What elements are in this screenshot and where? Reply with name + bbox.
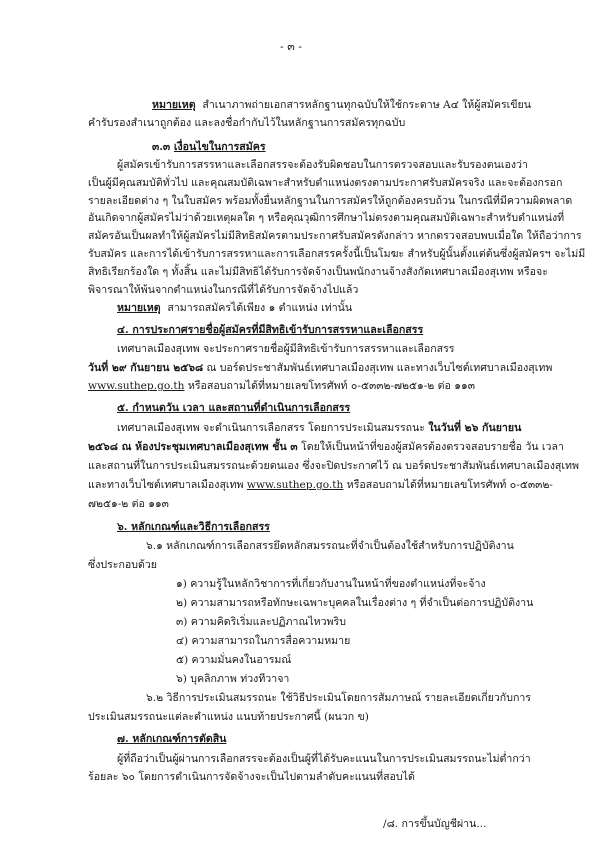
section-5-line-4 xyxy=(88,479,553,492)
section-3-3-note-label: หมายเหตุ xyxy=(117,302,161,314)
section-3-3-note-text: สามารถสมัครได้เพียง ๑ ตำแหน่ง เท่านั้น xyxy=(167,302,353,314)
section-4-line-3-rest: หรือสอบถามได้ที่หมายเลขโทรศัพท์ ๐-๕๓๓๒-๗๒๕๑-๒ ต่อ ๑๑๓ xyxy=(187,380,475,392)
section-5-line-1-text: เทศบาลเมืองสุเทพ จะดำเนินการเลือกสรร โดยการประเมินสมรรถนะ xyxy=(117,422,425,434)
section-3-3-number: ๓.๓ xyxy=(152,141,171,153)
section-3-3-line-3: รายละเอียดต่าง ๆ ในใบสมัคร พร้อมทั้งยื่นหลักฐานในการสมัครให้ถูกต้องครบถ้วน ในกรณีที่มีความผิดพลาด xyxy=(88,195,573,207)
section-5-line-2 xyxy=(88,441,564,454)
section-6-2-line-2: ประเมินสมรรถนะแต่ละตำแหน่ง แนบท้ายประกาศนี้ (ผนวก ข) xyxy=(88,711,369,723)
criteria-item: ๓) ความคิดริเริ่มและปฏิภาณไหวพริบ xyxy=(176,616,346,628)
section-3-3-title: เงื่อนไขในการสมัคร xyxy=(173,141,266,153)
continuation-text: /๘. การขึ้นบัญชีผ่าน... xyxy=(383,818,487,830)
section-5-title: ๕. กำหนดวัน เวลา และสถานที่ดำเนินการเลือกสรร xyxy=(117,402,351,414)
section-5-line-3: และสถานที่ในการประเมินสมรรถนะด้วยตนเอง ซึ่งจะปิดประกาศไว้ ณ บอร์ดประชาสัมพันธ์เทศบาลเมืองสุเทพ xyxy=(88,460,579,472)
section-3-3-line-7: สิทธิเรียกร้องใด ๆ ทั้งสิ้น และไม่มีสิทธิได้รับการจัดจ้างเป็นพนักงานจ้างสังกัดเทศบาลเมืองสุเทพ หรือจะ xyxy=(88,266,548,278)
section-5-date: ในวันที่ ๒๖ กันยายน xyxy=(428,422,522,434)
section-3-3-line-4: อันเกิดจากผู้สมัครไม่ว่าด้วยเหตุผลใด ๆ หรือคุณวุฒิการศึกษาไม่ตรงตามคุณสมบัติเฉพาะสำหรับตำแหน่งที่ xyxy=(88,212,565,224)
section-5-line-4-text: และทางเว็บไซต์เทศบาลเมืองสุเทพ xyxy=(88,479,244,491)
section-4-date: วันที่ ๒๙ กันยายน ๒๕๖๘ xyxy=(88,362,204,374)
section-3-3-line-2: เป็นผู้มีคุณสมบัติทั่วไป และคุณสมบัติเฉพาะสำหรับตำแหน่งตรงตามประกาศรับสมัครจริง และจะต้องกรอก xyxy=(88,177,563,189)
criteria-item: ๔) ความสามารถในการสื่อความหมาย xyxy=(176,635,351,647)
page-number: - ๓ - xyxy=(280,40,302,53)
section-7-line-2: ร้อยละ ๖๐ โดยการดำเนินการจัดจ้างจะเป็นไปตามลำดับคะแนนที่สอบได้ xyxy=(88,771,415,783)
section-3-3-note xyxy=(117,302,352,315)
website-link[interactable]: www.suthep.go.th xyxy=(246,479,344,491)
section-4-title: ๔. การประกาศรายชื่อผู้สมัครที่มีสิทธิเข้ารับการสรรหาและเลือกสรร xyxy=(117,324,424,336)
section-7-line-1: ผู้ที่ถือว่าเป็นผู้ผ่านการเลือกสรรจะต้องเป็นผู้ที่ได้รับคะแนนในการประเมินสมรรถนะไม่ต่ำกว่า xyxy=(117,753,531,765)
note-paragraph xyxy=(152,99,531,112)
section-3-3-line-8: พิจารณาให้พ้นจากตำแหน่งในกรณีที่ได้รับการจัดจ้างไปแล้ว xyxy=(88,284,359,296)
criteria-item: ๖) บุคลิกภาพ ท่วงทีวาจา xyxy=(176,673,290,685)
section-6-title: ๖. หลักเกณฑ์และวิธีการเลือกสรร xyxy=(117,521,270,533)
section-4-line-1: เทศบาลเมืองสุเทพ จะประกาศรายชื่อผู้มีสิทธิเข้ารับการสรรหาและเลือกสรร xyxy=(117,343,455,355)
section-5-venue: ๒๕๖๘ ณ ห้องประชุมเทศบาลเมืองสุเทพ ชั้น ๓ xyxy=(88,441,298,453)
section-7-title: ๗. หลักเกณฑ์การตัดสิน xyxy=(117,733,227,745)
criteria-item: ๑) ความรู้ในหลักวิชาการที่เกี่ยวกับงานในหน้าที่ของตำแหน่งที่จะจ้าง xyxy=(176,578,486,590)
section-5-line-1 xyxy=(117,422,521,435)
website-link[interactable]: www.suthep.go.th xyxy=(88,380,185,392)
section-4-line-3 xyxy=(88,380,475,393)
note-label: หมายเหตุ xyxy=(152,99,196,111)
section-6-2-line-1: ๖.๒ วิธีการประเมินสมรรถนะ ใช้วิธีประเมินโดยการสัมภาษณ์ รายละเอียดเกี่ยวกับการ xyxy=(146,692,532,704)
note-text-line-1: สำเนาภาพถ่ายเอกสารหลักฐานทุกฉบับให้ใช้กระดาษ A๔ ให้ผู้สมัครเขียน xyxy=(202,99,531,111)
section-3-3-heading xyxy=(152,141,266,154)
section-4-line-2 xyxy=(88,362,552,375)
criteria-item: ๒) ความสามารถหรือทักษะเฉพาะบุคคลในเรื่องต่าง ๆ ที่จำเป็นต่อการปฏิบัติงาน xyxy=(176,597,534,609)
section-5-line-4-rest: หรือสอบถามได้ที่หมายเลขโทรศัพท์ ๐-๕๓๓๒- xyxy=(346,479,553,491)
section-3-3-line-6: รับสมัคร และการได้เข้ารับการสรรหาและการเลือกสรรครั้งนี้เป็นโมฆะ สำหรับผู้นั้นตั้งแต่ต้นซึ่งผู้สมัครฯ จะไม่มี xyxy=(88,248,586,260)
section-5-line-2-rest: โดยให้เป็นหน้าที่ของผู้สมัครต้องตรวจสอบรายชื่อ วัน เวลา xyxy=(301,441,564,453)
section-4-line-2-rest: ณ บอร์ดประชาสัมพันธ์เทศบาลเมืองสุเทพ และทางเว็บไซต์เทศบาลเมืองสุเทพ xyxy=(206,362,553,374)
section-3-3-line-5: สมัครอันเป็นผลทำให้ผู้สมัครไม่มีสิทธิสมัครตามประกาศรับสมัครดังกล่าว หากตรวจสอบพบเมื่อใด ให้ถือว่าการ xyxy=(88,230,582,242)
section-6-1-line-2: ซึ่งประกอบด้วย xyxy=(88,559,158,571)
section-5-line-5: ๗๒๕๑-๒ ต่อ ๑๑๓ xyxy=(88,498,169,510)
section-6-1-line-1: ๖.๑ หลักเกณฑ์การเลือกสรรยึดหลักสมรรถนะที่จำเป็นต้องใช้สำหรับการปฏิบัติงาน xyxy=(146,540,514,552)
note-text-line-2: คำรับรองสำเนาถูกต้อง และลงชื่อกำกับไว้ในหลักฐานการสมัครทุกฉบับ xyxy=(88,117,406,129)
criteria-item: ๕) ความมั่นคงในอารมณ์ xyxy=(176,654,292,666)
section-3-3-line-1: ผู้สมัครเข้ารับการสรรหาและเลือกสรรจะต้องรับผิดชอบในการตรวจสอบและรับรองตนเองว่า xyxy=(117,159,528,171)
